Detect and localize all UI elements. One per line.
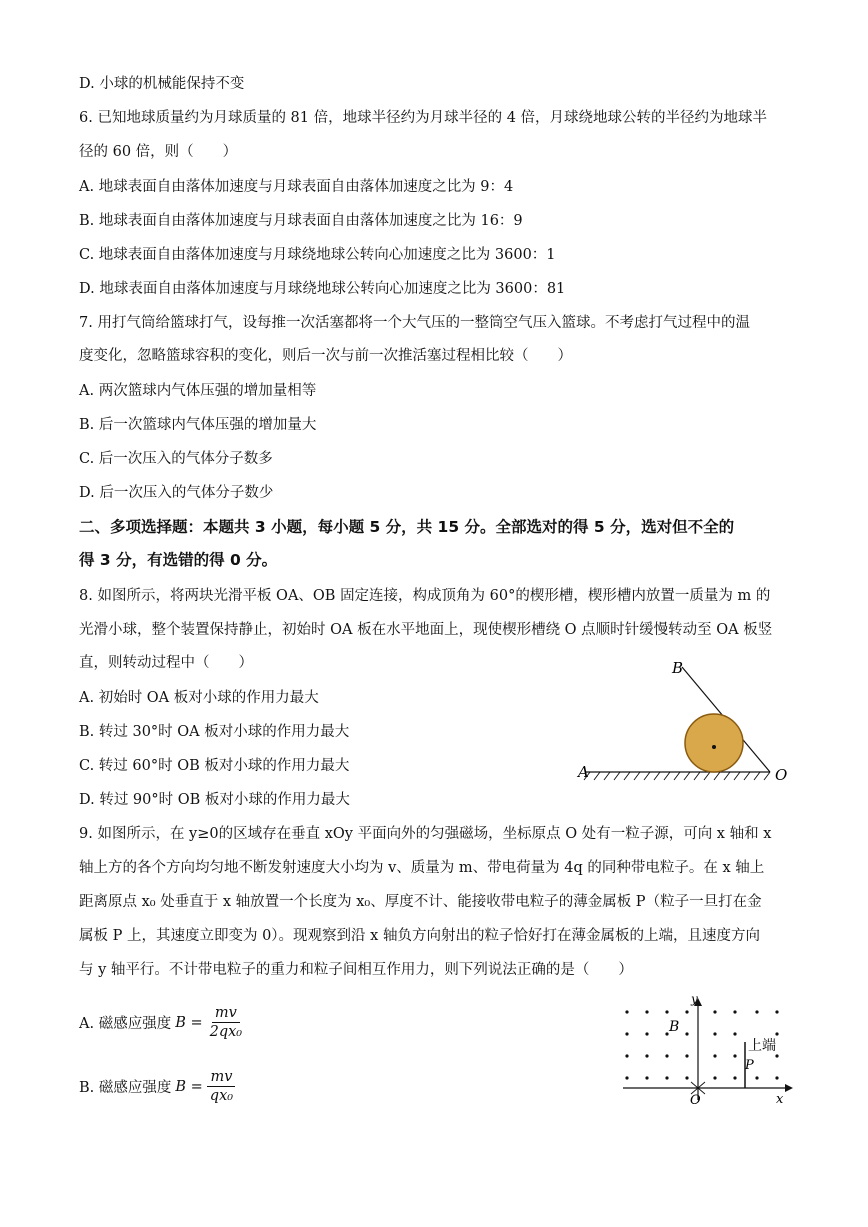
- q8-stem-line2: 光滑小球，整个装置保持静止，初始时 OA 板在水平地面上，现使楔形槽绕 O 点顺时针缓慢转动至 OA 板竖: [79, 622, 773, 638]
- q6-stem-line2: 径的 60 倍，则（ ）: [79, 144, 238, 160]
- section-heading-line1: 二、多项选择题：本题共 3 小题，每小题 5 分，共 15 分。全部选对的得 5 分，选对但不全的: [79, 518, 735, 536]
- ball: [685, 714, 743, 772]
- label-x: x: [776, 1092, 784, 1107]
- field-dot: [775, 1054, 778, 1057]
- q7-stem-line1: 7. 用打气筒给篮球打气，设每推一次活塞都将一个大气压的一整筒空气压入篮球。不考虑打气过程中的温: [79, 315, 750, 331]
- q9-option-a: [79, 1005, 245, 1040]
- q6-option-b: B. 地球表面自由落体加速度与月球表面自由落体加速度之比为 16：9: [79, 213, 523, 229]
- q8-wedge-figure: [570, 655, 800, 790]
- field-dot: [685, 1010, 688, 1013]
- field-dot: [733, 1032, 736, 1035]
- field-dot: [733, 1076, 736, 1079]
- field-dot: [625, 1010, 628, 1013]
- q8-option-c: C. 转过 60°时 OB 板对小球的作用力最大: [79, 758, 350, 774]
- field-dot: [775, 1076, 778, 1079]
- label-o: O: [690, 1093, 701, 1108]
- field-dot: [645, 1054, 648, 1057]
- field-dot: [775, 1010, 778, 1013]
- q9-stem-line1: 9. 如图所示，在 y≥0的区域存在垂直 xOy 平面向外的匀强磁场，坐标原点 O 处有一粒子源，可向 x 轴和 x: [79, 826, 772, 842]
- q9-option-b: [79, 1069, 236, 1104]
- field-dot: [665, 1010, 668, 1013]
- fraction-denominator: 2qx₀: [209, 1024, 243, 1040]
- label-b: B: [672, 659, 684, 677]
- q9-option-a-prefix: A. 磁感应强度: [79, 1016, 172, 1032]
- x-axis-arrow-icon: [785, 1084, 793, 1092]
- label-a: A: [578, 763, 589, 781]
- q9-option-b-prefix: B. 磁感应强度: [79, 1080, 172, 1096]
- label-y: y: [691, 992, 698, 1006]
- q9-option-a-lhs: B =: [175, 1014, 203, 1031]
- field-dot: [645, 1032, 648, 1035]
- field-dot: [665, 1076, 668, 1079]
- q9-option-b-lhs: B =: [175, 1078, 203, 1095]
- q8-option-d: D. 转过 90°时 OB 板对小球的作用力最大: [79, 792, 350, 808]
- fraction-denominator: qx₀: [209, 1088, 234, 1104]
- q9-magnetic-field-figure: [615, 990, 800, 1108]
- q8-stem-line1: 8. 如图所示，将两块光滑平板 OA、OB 固定连接，构成顶角为 60°的楔形槽，楔形槽内放置一质量为 m 的: [79, 588, 771, 604]
- q9-stem-line2: 轴上方的各个方向均匀地不断发射速度大小均为 v、质量为 m、带电荷量为 4q 的同种带电粒子。在 x 轴上: [79, 860, 765, 876]
- ground-hatch: [584, 772, 770, 780]
- q8-option-b: B. 转过 30°时 OA 板对小球的作用力最大: [79, 724, 350, 740]
- field-dot: [755, 1010, 758, 1013]
- field-dot: [685, 1032, 688, 1035]
- field-dot: [713, 1010, 716, 1013]
- field-dot: [645, 1010, 648, 1013]
- q9-stem-line3: 距离原点 x₀ 处垂直于 x 轴放置一个长度为 x₀、厚度不计、能接收带电粒子的薄金属板 P（粒子一旦打在金: [79, 894, 762, 910]
- field-dot: [733, 1010, 736, 1013]
- field-dot: [685, 1054, 688, 1057]
- fraction-numerator: mv: [212, 1005, 240, 1023]
- q9-stem-line4: 属板 P 上，其速度立即变为 0）。现观察到沿 x 轴负方向射出的粒子恰好打在薄金属板的上端，且速度方向: [79, 928, 760, 944]
- field-dot: [775, 1032, 778, 1035]
- q7-option-a: A. 两次篮球内气体压强的增加量相等: [79, 383, 317, 399]
- q9-option-b-fraction: [207, 1069, 236, 1104]
- ball-center-dot: [712, 745, 716, 749]
- label-b: B: [669, 1019, 680, 1035]
- q7-option-b: B. 后一次篮球内气体压强的增加量大: [79, 417, 317, 433]
- q9-stem-line5: 与 y 轴平行。不计带电粒子的重力和粒子间相互作用力，则下列说法正确的是（ ）: [79, 962, 633, 978]
- q6-stem-line1: 6. 已知地球质量约为月球质量的 81 倍，地球半径约为月球半径的 4 倍，月球绕地球公转的半径约为地球半: [79, 110, 768, 126]
- section-heading-line2: 得 3 分，有选错的得 0 分。: [79, 551, 278, 569]
- q8-option-a: A. 初始时 OA 板对小球的作用力最大: [79, 690, 319, 706]
- q6-option-a: A. 地球表面自由落体加速度与月球表面自由落体加速度之比为 9：4: [79, 179, 514, 195]
- field-dot: [685, 1076, 688, 1079]
- field-dot: [755, 1076, 758, 1079]
- fraction-numerator: mv: [207, 1069, 235, 1087]
- label-o: O: [775, 766, 788, 784]
- field-dot: [713, 1054, 716, 1057]
- field-dot: [645, 1076, 648, 1079]
- q8-stem-line3: 直，则转动过程中（ ）: [79, 655, 253, 671]
- field-dot: [713, 1076, 716, 1079]
- q9-option-a-fraction: [207, 1005, 246, 1040]
- q7-option-d: D. 后一次压入的气体分子数少: [79, 485, 274, 501]
- field-dot: [733, 1054, 736, 1057]
- field-dot: [625, 1054, 628, 1057]
- label-p: P: [745, 1058, 754, 1073]
- q7-stem-line2: 度变化，忽略篮球容积的变化，则后一次与前一次推活塞过程相比较（ ）: [79, 348, 572, 364]
- field-dot: [713, 1032, 716, 1035]
- q6-option-d: D. 地球表面自由落体加速度与月球绕地球公转向心加速度之比为 3600：81: [79, 281, 566, 297]
- label-upper-end: 上端: [748, 1038, 776, 1054]
- q5-option-d: D. 小球的机械能保持不变: [79, 76, 245, 92]
- field-dot: [625, 1032, 628, 1035]
- q7-option-c: C. 后一次压入的气体分子数多: [79, 451, 273, 467]
- field-dot: [625, 1076, 628, 1079]
- field-dot: [665, 1054, 668, 1057]
- q6-option-c: C. 地球表面自由落体加速度与月球绕地球公转向心加速度之比为 3600：1: [79, 247, 556, 263]
